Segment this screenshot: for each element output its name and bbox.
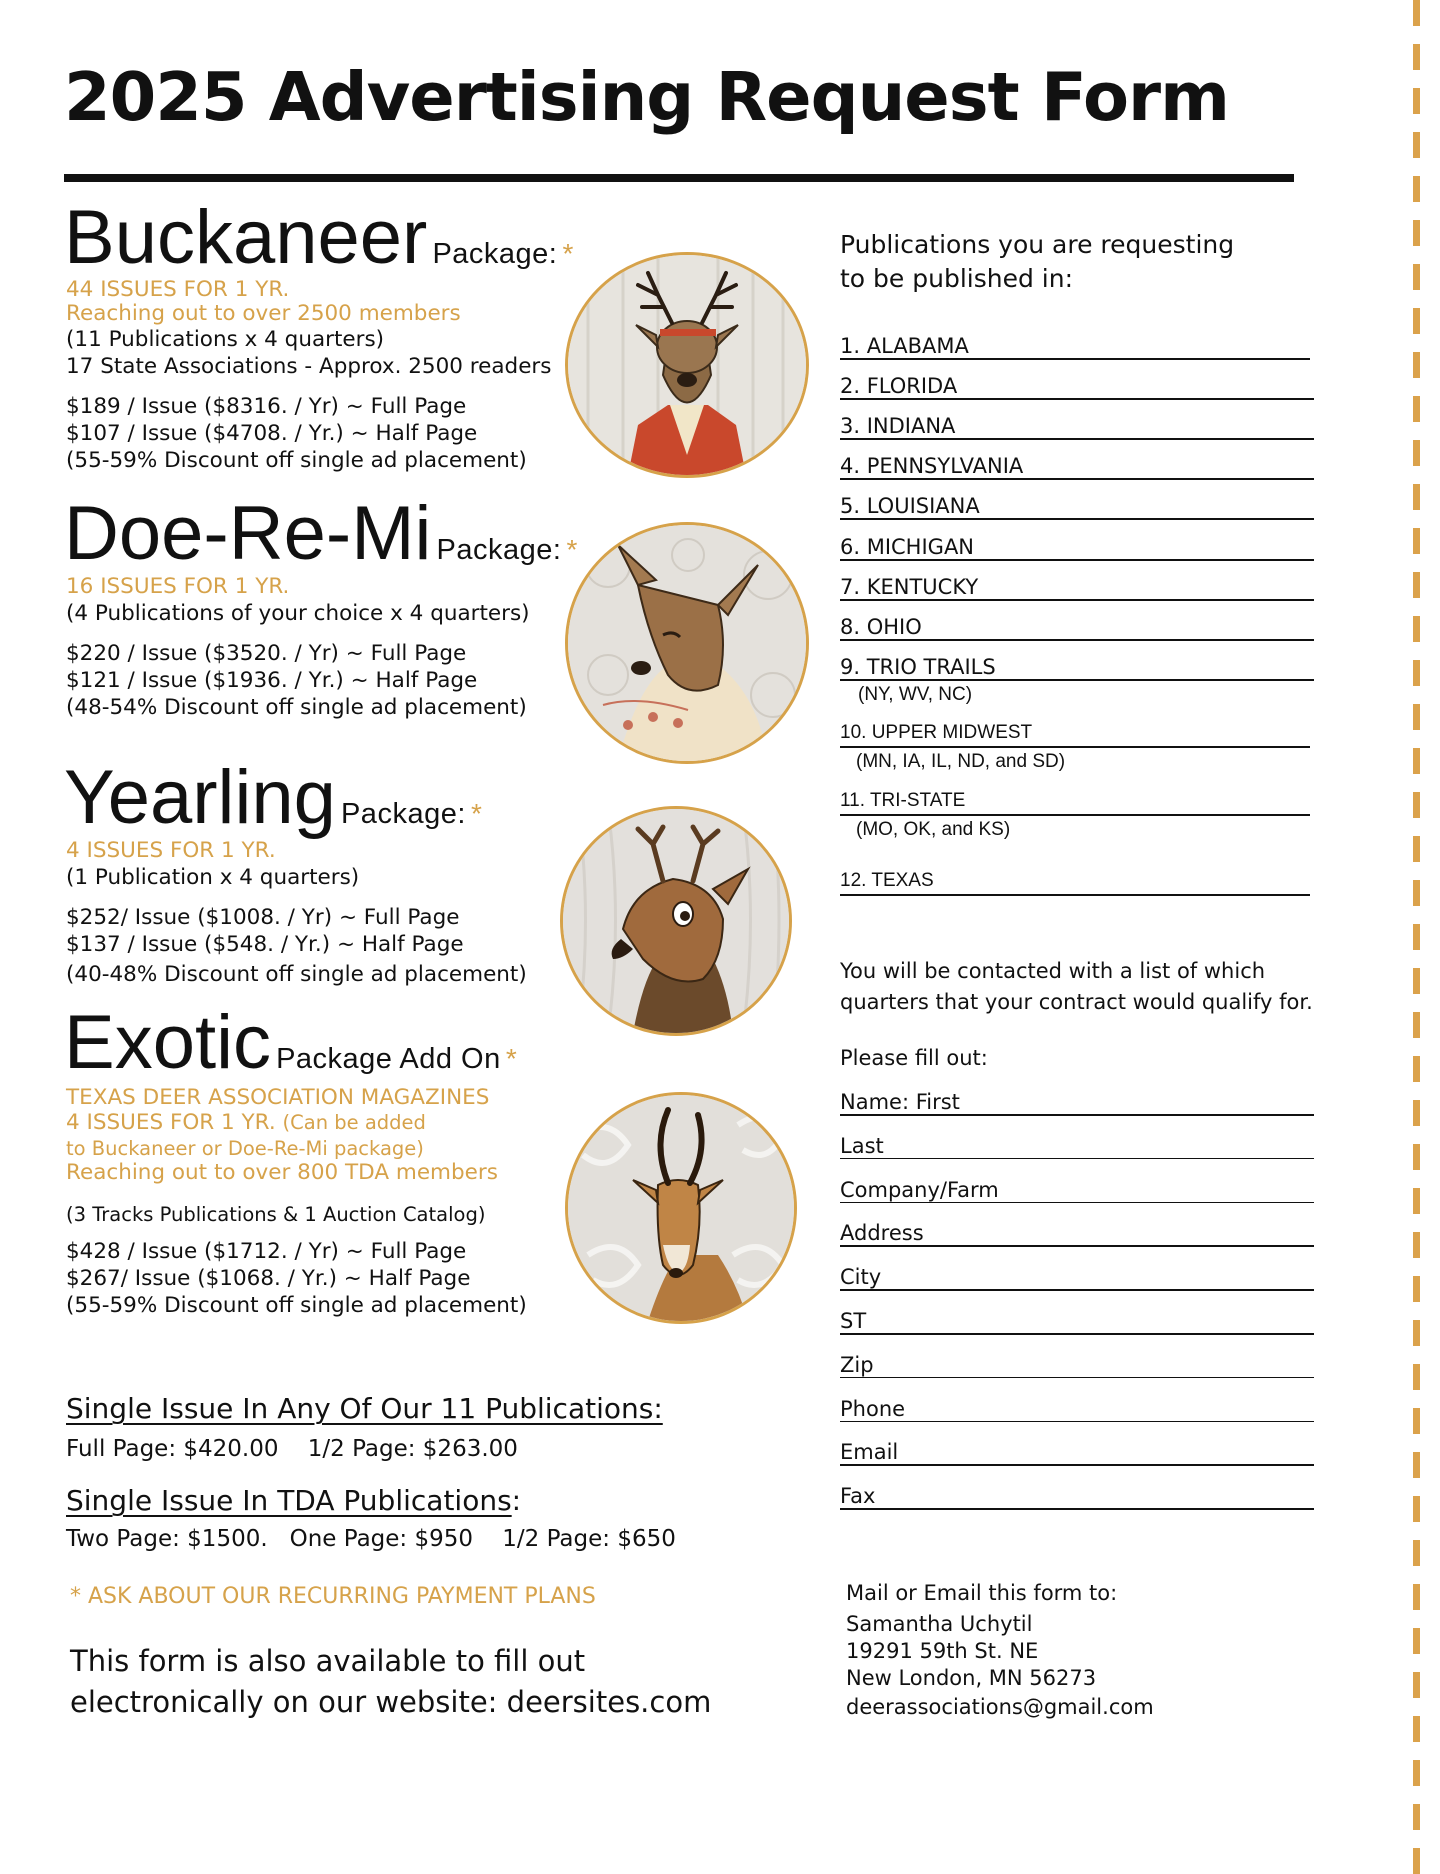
cut-dash <box>1413 1584 1420 1610</box>
cut-dash <box>1413 704 1420 730</box>
field-label: City <box>840 1265 889 1289</box>
doe-medallion-icon <box>565 522 809 764</box>
package-doe-re-mi <box>64 491 578 576</box>
publications-heading-line: Publications you are requesting <box>840 230 1235 259</box>
package-issues: 16 ISSUES FOR 1 YR. <box>66 574 290 599</box>
tda-colon: : <box>511 1484 522 1517</box>
cut-dash <box>1413 660 1420 686</box>
discount: (55-59% Discount off single ad placement) <box>66 448 527 473</box>
cut-dash <box>1413 44 1420 70</box>
state-entry-line[interactable] <box>840 639 1314 641</box>
package-name: Buckaneer <box>64 195 428 280</box>
electronic-note-1: This form is also available to fill out <box>70 1644 586 1678</box>
state-entry-line[interactable] <box>840 746 1310 748</box>
field-row <box>840 1309 1314 1333</box>
field-row <box>840 1353 1314 1377</box>
price-full: $252/ Issue ($1008. / Yr) ~ Full Page <box>66 905 460 930</box>
cut-dash <box>1413 1100 1420 1126</box>
cut-dash <box>1413 880 1420 906</box>
package-buckaneer <box>64 195 574 280</box>
state-label: 1. ALABAMA <box>840 334 969 358</box>
discount: (48-54% Discount off single ad placement) <box>66 695 527 720</box>
cut-dash <box>1413 792 1420 818</box>
cut-dash <box>1413 1408 1420 1434</box>
package-exotic <box>64 1000 517 1085</box>
package-issues: 4 ISSUES FOR 1 YR. <box>66 838 276 863</box>
field-row <box>840 1090 1314 1114</box>
field-label: ST <box>840 1309 874 1333</box>
state-sub: (NY, WV, NC) <box>858 684 973 705</box>
state-row <box>840 414 1314 438</box>
package-detail: (4 Publications of your choice x 4 quarters) <box>66 601 530 626</box>
cut-dash <box>1413 968 1420 994</box>
cut-dash <box>1413 1056 1420 1082</box>
state-entry-line[interactable] <box>840 599 1314 601</box>
package-detail: (3 Tracks Publications & 1 Auction Catalog) <box>66 1203 486 1226</box>
asterisk: * <box>566 534 578 565</box>
single-issue-heading: Single Issue In Any Of Our 11 Publications: <box>66 1392 663 1425</box>
state-sub: (MO, OK, and KS) <box>856 819 1011 840</box>
tda-issue-prices: Two Page: $1500. One Page: $950 1/2 Page: $650 <box>66 1526 676 1552</box>
cut-dash <box>1413 528 1420 554</box>
field-input-line[interactable] <box>840 1158 1314 1160</box>
state-label: 7. KENTUCKY <box>840 575 979 599</box>
price-full: $428 / Issue ($1712. / Yr) ~ Full Page <box>66 1239 467 1264</box>
state-entry-line[interactable] <box>840 398 1314 400</box>
cut-dash <box>1413 1672 1420 1698</box>
field-label: Phone <box>840 1397 913 1421</box>
package-word: Package Add On <box>276 1043 501 1075</box>
field-input-line[interactable] <box>840 1377 1314 1379</box>
price-half: $267/ Issue ($1068. / Yr.) ~ Half Page <box>66 1266 471 1291</box>
yearling-medallion-icon <box>560 806 792 1036</box>
field-input-line[interactable] <box>840 1464 1314 1466</box>
package-yearling <box>64 755 482 840</box>
state-label: 5. LOUISIANA <box>840 494 980 518</box>
field-row <box>840 1221 1314 1245</box>
single-issue-prices: Full Page: $420.00 1/2 Page: $263.00 <box>66 1436 518 1462</box>
page-title: 2025 Advertising Request Form <box>64 58 1229 136</box>
cut-dash <box>1413 616 1420 642</box>
cut-dash <box>1413 1320 1420 1346</box>
tda-issue-heading-wrap <box>66 1484 521 1517</box>
cut-dash <box>1413 924 1420 950</box>
package-detail: (1 Publication x 4 quarters) <box>66 865 360 890</box>
state-entry-line[interactable] <box>840 478 1314 480</box>
cut-dash <box>1413 1848 1420 1874</box>
field-input-line[interactable] <box>840 1508 1314 1510</box>
state-entry-line[interactable] <box>840 559 1314 561</box>
cut-dash <box>1413 1496 1420 1522</box>
field-row <box>840 1397 1314 1421</box>
package-detail: 17 State Associations - Approx. 2500 readers <box>66 354 552 379</box>
discount: (55-59% Discount off single ad placement) <box>66 1293 527 1318</box>
field-input-line[interactable] <box>840 1333 1314 1335</box>
cut-dash <box>1413 1144 1420 1170</box>
issues-text: 4 ISSUES FOR 1 YR. <box>66 1110 276 1135</box>
cut-dash <box>1413 1232 1420 1258</box>
state-entry-line[interactable] <box>840 518 1314 520</box>
mail-street: 19291 59th St. NE <box>846 1639 1039 1663</box>
field-input-line[interactable] <box>840 1245 1314 1247</box>
price-half: $121 / Issue ($1936. / Yr.) ~ Half Page <box>66 668 478 693</box>
field-row <box>840 1134 1314 1158</box>
asterisk: * <box>470 798 482 829</box>
field-row <box>840 1265 1314 1289</box>
state-label: 3. INDIANA <box>840 414 956 438</box>
mail-name: Samantha Uchytil <box>846 1612 1033 1636</box>
mail-block <box>846 1580 1154 1721</box>
state-label: 9. TRIO TRAILS <box>840 655 996 679</box>
state-label: 12. TEXAS <box>840 870 934 891</box>
field-label: Last <box>840 1134 892 1158</box>
state-label: 4. PENNSYLVANIA <box>840 454 1024 478</box>
package-word: Package: <box>340 798 466 830</box>
state-row <box>840 615 1314 639</box>
field-input-line[interactable] <box>840 1289 1314 1291</box>
state-sub: (MN, IA, IL, ND, and SD) <box>856 751 1066 772</box>
contact-note-line: You will be contacted with a list of which <box>840 959 1266 983</box>
state-row <box>840 374 1314 398</box>
state-row <box>840 535 1314 559</box>
tda-issue-heading: Single Issue In TDA Publications <box>66 1484 512 1517</box>
cut-dash <box>1413 176 1420 202</box>
cut-dash <box>1413 88 1420 114</box>
title-rule <box>64 174 1294 182</box>
add-note-cont: to Buckaneer or Doe-Re-Mi package) <box>66 1137 424 1160</box>
cut-dash <box>1413 1628 1420 1654</box>
buck-medallion-icon <box>565 252 809 478</box>
field-row <box>840 1484 1314 1508</box>
package-reach: Reaching out to over 2500 members <box>66 301 461 326</box>
field-input-line[interactable] <box>840 1114 1314 1116</box>
state-label: 2. FLORIDA <box>840 374 958 398</box>
cut-dash <box>1413 1804 1420 1830</box>
electronic-note-2: electronically on our website: deersites.com <box>70 1685 712 1719</box>
package-word: Package: <box>432 238 558 270</box>
state-row <box>840 655 1314 679</box>
cut-dash <box>1413 132 1420 158</box>
cut-dash <box>1413 748 1420 774</box>
field-label: Fax <box>840 1484 883 1508</box>
state-row <box>840 870 1314 892</box>
cut-dash <box>1413 1716 1420 1742</box>
contact-note-line: quarters that your contract would qualify for. <box>840 990 1313 1014</box>
package-detail: (11 Publications x 4 quarters) <box>66 327 385 352</box>
state-row <box>840 575 1314 599</box>
tda-magazines: TEXAS DEER ASSOCIATION MAGAZINES <box>66 1085 490 1110</box>
recurring-note: * ASK ABOUT OUR RECURRING PAYMENT PLANS <box>70 1584 596 1609</box>
state-row <box>840 334 1314 358</box>
state-entry-line[interactable] <box>840 358 1310 360</box>
package-issues: 44 ISSUES FOR 1 YR. <box>66 277 290 302</box>
cut-dash <box>1413 0 1420 26</box>
package-name: Yearling <box>64 755 336 840</box>
cut-dash <box>1413 1452 1420 1478</box>
package-reach: Reaching out to over 800 TDA members <box>66 1160 498 1185</box>
cut-dash <box>1413 1276 1420 1302</box>
add-note: (Can be added <box>282 1111 426 1134</box>
gazelle-medallion-icon <box>565 1092 797 1324</box>
field-label: Company/Farm <box>840 1178 1007 1202</box>
fill-out-heading: Please fill out: <box>840 1046 988 1070</box>
cut-dash <box>1413 264 1420 290</box>
state-entry-line[interactable] <box>840 438 1314 440</box>
price-full: $189 / Issue ($8316. / Yr) ~ Full Page <box>66 394 467 419</box>
cut-dash <box>1413 1364 1420 1390</box>
cut-dash <box>1413 308 1420 334</box>
mail-city: New London, MN 56273 <box>846 1666 1097 1690</box>
package-issues <box>66 1110 426 1135</box>
field-row <box>840 1440 1314 1464</box>
cut-dash <box>1413 484 1420 510</box>
cut-dash <box>1413 1188 1420 1214</box>
state-label: 10. UPPER MIDWEST <box>840 722 1033 743</box>
asterisk: * <box>505 1043 517 1074</box>
state-label: 8. OHIO <box>840 615 922 639</box>
cut-dash <box>1413 396 1420 422</box>
price-full: $220 / Issue ($3520. / Yr) ~ Full Page <box>66 641 467 666</box>
cut-dash <box>1413 572 1420 598</box>
package-word: Package: <box>436 534 562 566</box>
field-label: Email <box>840 1440 906 1464</box>
publications-heading-line: to be published in: <box>840 264 1073 293</box>
state-row <box>840 454 1314 478</box>
state-row <box>840 790 1314 812</box>
state-label: 11. TRI-STATE <box>840 790 966 811</box>
cut-dash <box>1413 220 1420 246</box>
state-row <box>840 722 1314 744</box>
package-name: Exotic <box>64 1000 271 1085</box>
field-label: Address <box>840 1221 932 1245</box>
cut-dash <box>1413 440 1420 466</box>
cut-dash <box>1413 1012 1420 1038</box>
field-label: Name: First <box>840 1090 968 1114</box>
asterisk: * <box>562 238 574 269</box>
state-entry-line[interactable] <box>840 814 1310 816</box>
state-entry-line[interactable] <box>840 679 1314 681</box>
cut-dash <box>1413 1540 1420 1566</box>
price-half: $137 / Issue ($548. / Yr.) ~ Half Page <box>66 932 464 957</box>
cut-dash <box>1413 1760 1420 1786</box>
cut-dash <box>1413 352 1420 378</box>
publications-heading <box>840 228 1234 296</box>
contact-note <box>840 956 1313 1018</box>
field-label: Zip <box>840 1353 882 1377</box>
discount: (40-48% Discount off single ad placement) <box>66 962 527 987</box>
mail-email: deerassociations@gmail.com <box>846 1695 1154 1719</box>
state-entry-line[interactable] <box>840 894 1310 896</box>
state-row <box>840 494 1314 518</box>
state-label: 6. MICHIGAN <box>840 535 975 559</box>
cut-dash <box>1413 836 1420 862</box>
price-half: $107 / Issue ($4708. / Yr.) ~ Half Page <box>66 421 478 446</box>
field-row <box>840 1178 1314 1202</box>
mail-heading: Mail or Email this form to: <box>846 1581 1118 1605</box>
package-name: Doe-Re-Mi <box>64 491 432 576</box>
